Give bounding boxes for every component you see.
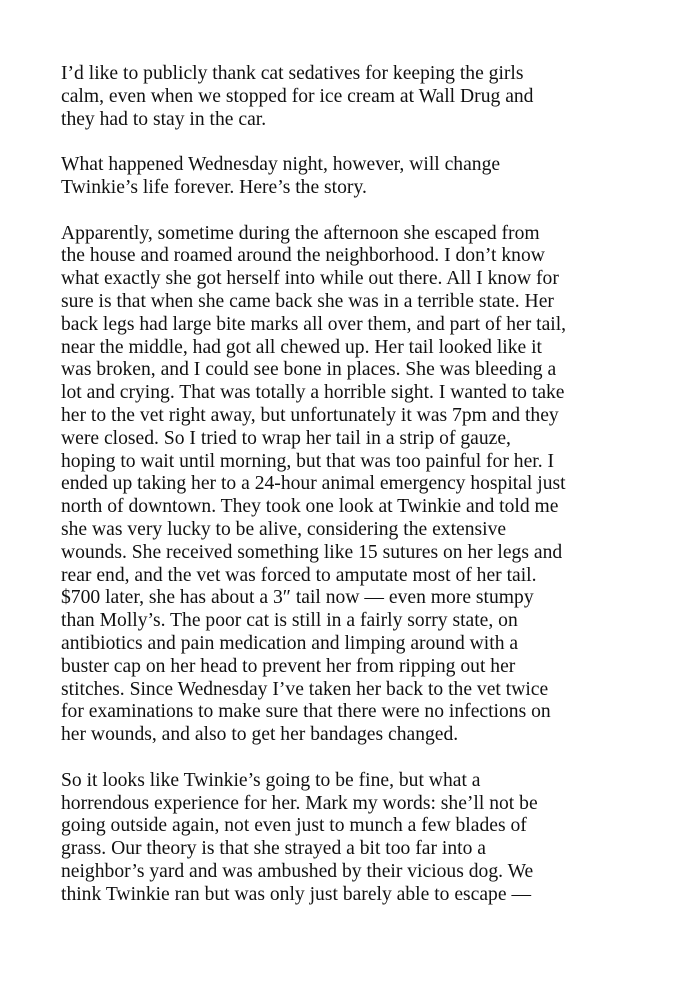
paragraph-wednesday	[61, 154, 661, 200]
text-line: were closed. So I tried to wrap her tail in a strip of gauze,	[61, 427, 511, 449]
text-line: than Molly’s. The poor cat is still in a fairly sorry state, on	[61, 610, 518, 632]
text-line: $700 later, she has about a 3″ tail now — even more stumpy	[61, 587, 534, 609]
text-line: wounds. She received something like 15 sutures on her legs and	[61, 541, 563, 563]
document-body	[61, 63, 661, 929]
text-line: buster cap on her head to prevent her from ripping out her	[61, 655, 516, 677]
text-line: her to the vet right away, but unfortunately it was 7pm and they	[61, 404, 559, 426]
text-line: grass. Our theory is that she strayed a bit too far into a	[61, 838, 486, 860]
text-line: lot and crying. That was totally a horrible sight. I wanted to take	[61, 382, 565, 404]
text-line: antibiotics and pain medication and limping around with a	[61, 632, 519, 654]
text-line: north of downtown. They took one look at Twinkie and told me	[61, 496, 559, 518]
text-line: going outside again, not even just to munch a few blades of	[61, 815, 527, 837]
text-line: hoping to wait until morning, but that was too painful for her. I	[61, 450, 555, 472]
text-line: she was very lucky to be alive, considering the extensive	[61, 518, 507, 540]
text-line: the house and roamed around the neighborhood. I don’t know	[61, 245, 545, 267]
text-line: rear end, and the vet was forced to amputate most of her tail.	[61, 564, 537, 586]
text-line: they had to stay in the car.	[61, 108, 267, 130]
text-line: back legs had large bite marks all over them, and part of her tail,	[61, 313, 567, 335]
text-line: Twinkie’s life forever. Here’s the story.	[61, 176, 367, 198]
text-line: think Twinkie ran but was only just barely able to escape —	[61, 883, 532, 905]
text-line: ended up taking her to a 24-hour animal emergency hospital just	[61, 473, 566, 495]
text-line: her wounds, and also to get her bandages changed.	[61, 724, 459, 746]
paragraph-conclusion	[61, 770, 661, 907]
text-line: Apparently, sometime during the afternoon she escaped from	[61, 222, 540, 244]
text-line: I’d like to publicly thank cat sedatives for keeping the girls	[61, 63, 524, 84]
text-line: neighbor’s yard and was ambushed by their vicious dog. We	[61, 860, 534, 882]
text-line: calm, even when we stopped for ice cream at Wall Drug and	[61, 85, 534, 107]
text-line: for examinations to make sure that there were no infections on	[61, 701, 551, 723]
paragraph-story	[61, 223, 661, 747]
paragraph-sedatives	[61, 63, 661, 131]
text-line: stitches. Since Wednesday I’ve taken her back to the vet twice	[61, 678, 549, 700]
text-line: What happened Wednesday night, however, will change	[61, 154, 501, 176]
text-line: horrendous experience for her. Mark my words: she’ll not be	[61, 792, 538, 814]
text-line: So it looks like Twinkie’s going to be fine, but what a	[61, 769, 481, 791]
text-line: sure is that when she came back she was in a terrible state. Her	[61, 290, 554, 312]
text-line: near the middle, had got all chewed up. Her tail looked like it	[61, 336, 542, 358]
text-line: what exactly she got herself into while out there. All I know for	[61, 268, 559, 290]
text-line: was broken, and I could see bone in places. She was bleeding a	[61, 359, 557, 381]
